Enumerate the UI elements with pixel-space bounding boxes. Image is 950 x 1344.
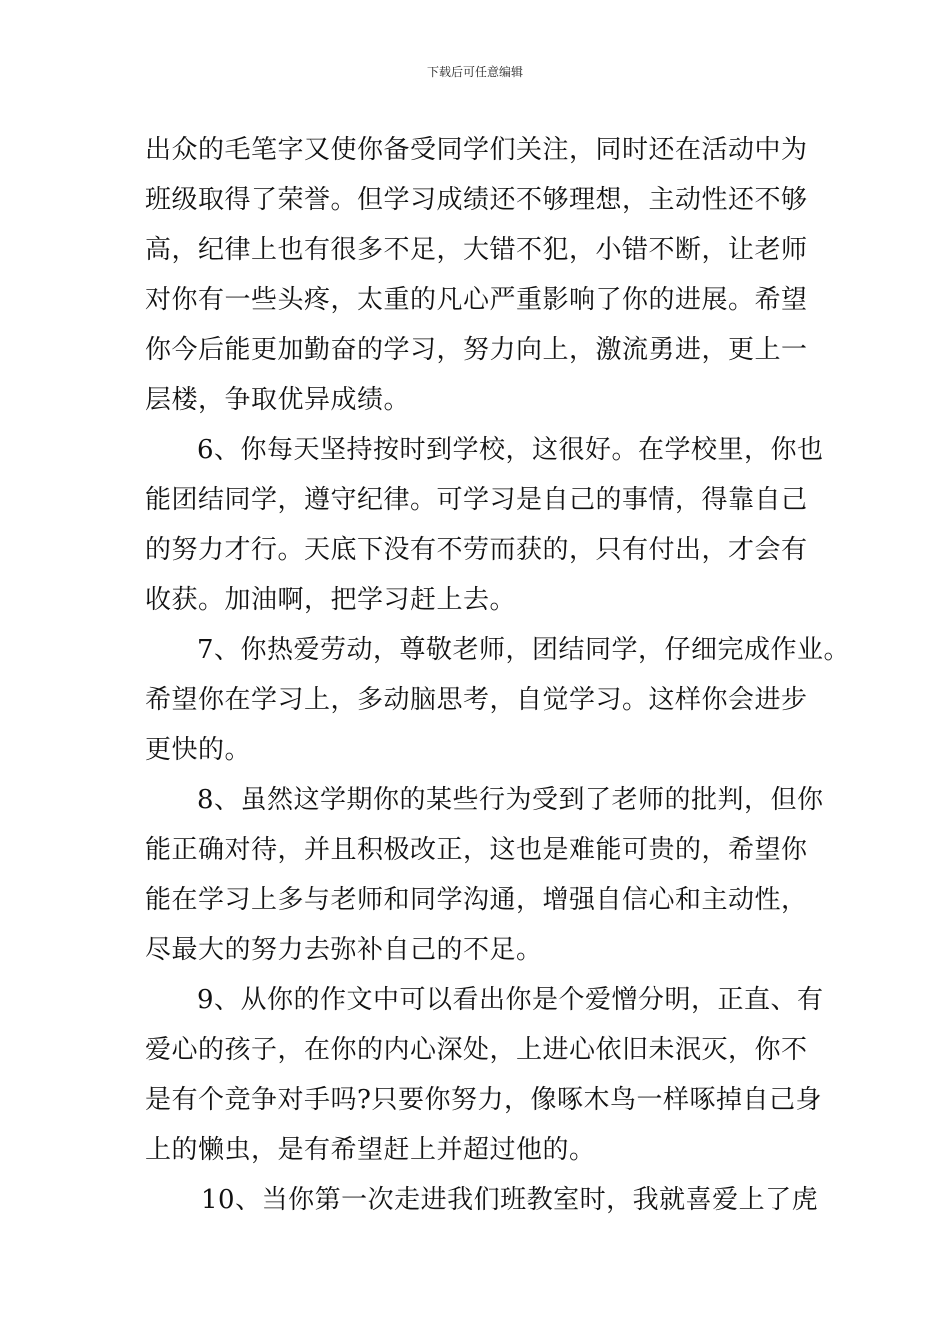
- text-line: 能正确对待，并且积极改正，这也是难能可贵的，希望你: [145, 835, 808, 865]
- paragraph-start-7: 7、你热爱劳动，尊敬老师，团结同学，仔细完成作业。: [197, 635, 851, 665]
- text-line: 高，纪律上也有很多不足，大错不犯，小错不断，让老师: [145, 235, 808, 265]
- text-line: 的努力才行。天底下没有不劳而获的，只有付出，才会有: [145, 535, 808, 565]
- page-header: 下载后可任意编辑: [426, 65, 523, 79]
- paragraph-start-9: 9、从你的作文中可以看出你是个爱憎分明，正直、有: [197, 985, 824, 1015]
- text-line: 上的懒虫，是有希望赶上并超过他的。: [145, 1135, 596, 1165]
- text-line: 能在学习上多与老师和同学沟通，增强自信心和主动性，: [145, 885, 808, 915]
- text-line: 是有个竞争对手吗?只要你努力，像啄木鸟一样啄掉自己身: [145, 1085, 822, 1115]
- text-line: 能团结同学，遵守纪律。可学习是自己的事情，得靠自己: [145, 485, 808, 515]
- text-line: 希望你在学习上，多动脑思考，自觉学习。这样你会进步: [145, 685, 808, 715]
- text-line: 更快的。: [145, 735, 252, 765]
- document-body: [145, 125, 851, 1225]
- text-line: 对你有一些头疼，太重的凡心严重影响了你的进展。希望: [145, 285, 808, 315]
- text-line: 收获。加油啊，把学习赶上去。: [145, 585, 517, 615]
- paragraph-start-10: 10、当你第一次走进我们班教室时，我就喜爱上了虎: [201, 1185, 819, 1215]
- paragraph-start-6: 6、你每天坚持按时到学校，这很好。在学校里，你也: [197, 435, 824, 465]
- text-line: 出众的毛笔字又使你备受同学们关注，同时还在活动中为: [145, 135, 808, 165]
- paragraph-start-8: 8、虽然这学期你的某些行为受到了老师的批判，但你: [197, 785, 824, 815]
- text-line: 爱心的孩子，在你的内心深处，上进心依旧未泯灭，你不: [145, 1035, 808, 1065]
- text-line: 你今后能更加勤奋的学习，努力向上，激流勇进，更上一: [145, 335, 808, 365]
- text-line: 班级取得了荣誉。但学习成绩还不够理想，主动性还不够: [145, 185, 808, 215]
- text-line: 层楼，争取优异成绩。: [145, 385, 411, 415]
- text-line: 尽最大的努力去弥补自己的不足。: [145, 935, 543, 965]
